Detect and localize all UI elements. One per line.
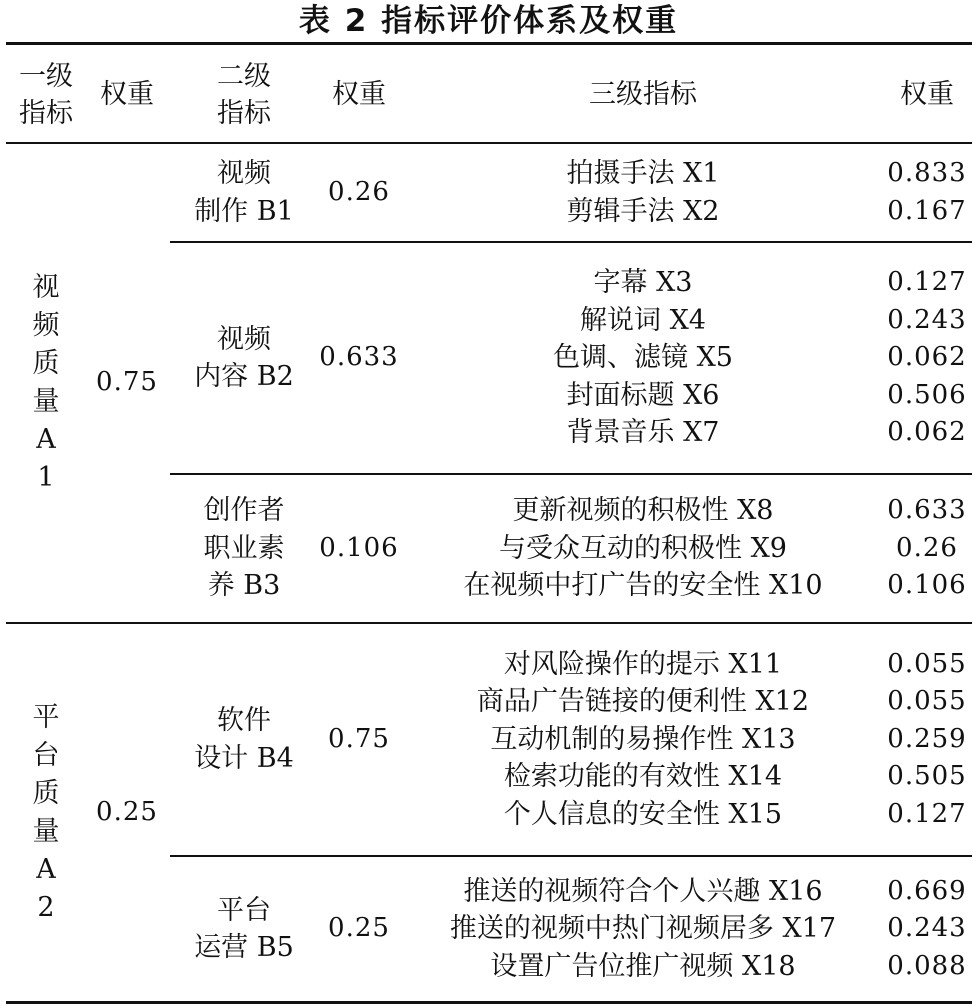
weight-list bbox=[887, 873, 966, 986]
weight-x4: 0.243 bbox=[887, 304, 967, 335]
header-weight2 bbox=[308, 52, 410, 138]
indicator-list bbox=[567, 155, 720, 230]
indicator-x6: 封面标题 X6 bbox=[566, 379, 720, 411]
weight-x9: 0.26 bbox=[896, 532, 958, 563]
indicator-x12: 商品广告链接的便利性 X12 bbox=[476, 686, 810, 718]
sub-b3-line: 养 B3 bbox=[207, 570, 281, 602]
weight-x3: 0.127 bbox=[887, 267, 967, 298]
header-level1-line1: 一级 bbox=[19, 60, 73, 92]
group-a1-char: 频 bbox=[32, 310, 60, 341]
header-level3 bbox=[410, 52, 876, 138]
sub-b1-name bbox=[180, 144, 308, 241]
indicator-x18: 设置广告位推广视频 X18 bbox=[490, 950, 796, 982]
indicator-x7: 背景音乐 X7 bbox=[566, 417, 720, 449]
indicator-x2: 剪辑手法 X2 bbox=[566, 195, 720, 227]
sub-b1-indicators bbox=[410, 144, 876, 241]
header-level2 bbox=[180, 52, 308, 138]
indicator-x3: 字幕 X3 bbox=[593, 267, 693, 299]
header-level3-label: 三级指标 bbox=[589, 79, 697, 111]
group-a2-name bbox=[8, 624, 84, 1001]
sub-b5-weight-value: 0.25 bbox=[328, 913, 390, 944]
sub-b3-name bbox=[180, 475, 308, 622]
header-weight1 bbox=[84, 52, 170, 138]
sub-b1-weight-value: 0.26 bbox=[328, 176, 390, 207]
sub-b3-weight-value: 0.106 bbox=[319, 532, 399, 563]
sub-b1-line: 视频 bbox=[217, 158, 271, 189]
sub-b3-weight bbox=[308, 475, 410, 622]
weight-x18: 0.088 bbox=[887, 950, 967, 981]
indicator-x17: 推送的视频中热门视频居多 X17 bbox=[449, 913, 837, 945]
sub-b4-line: 软件 bbox=[217, 705, 271, 736]
indicator-x13: 互动机制的易操作性 X13 bbox=[490, 723, 796, 755]
sub-b4-weight-value: 0.75 bbox=[328, 723, 390, 754]
weight-x15: 0.127 bbox=[887, 798, 967, 829]
sub-b3-line: 创作者 bbox=[203, 495, 285, 527]
group-a2-weight-value: 0.25 bbox=[96, 796, 158, 827]
header-weight1-label: 权重 bbox=[100, 79, 154, 111]
sub-b2-name bbox=[180, 243, 308, 473]
sub-b1-line: 制作 B1 bbox=[194, 195, 294, 227]
bottom-rule bbox=[6, 1001, 972, 1004]
weight-list bbox=[887, 155, 966, 230]
sub-b5-line: 运营 B5 bbox=[194, 932, 294, 963]
header-level1 bbox=[8, 52, 84, 138]
group-a1-char: 质 bbox=[32, 348, 60, 379]
group-a1-char: 视 bbox=[32, 272, 60, 303]
sub-b5-weights bbox=[880, 857, 974, 1001]
group-a1-char: 1 bbox=[37, 462, 55, 493]
group-a1-name bbox=[8, 144, 84, 622]
sub-b2-line: 视频 bbox=[217, 323, 271, 355]
group-a1-weight-value: 0.75 bbox=[96, 367, 158, 398]
weight-list bbox=[887, 492, 966, 605]
sub-b5-weight bbox=[308, 857, 410, 1001]
sub-b2-weights bbox=[880, 243, 974, 473]
group-a2-weight bbox=[84, 624, 170, 1001]
group-a2-char: 质 bbox=[32, 777, 60, 809]
weight-x13: 0.259 bbox=[887, 723, 967, 754]
indicator-x8: 更新视频的积极性 X8 bbox=[512, 495, 774, 527]
sub-b3-indicators bbox=[410, 475, 876, 622]
header-level2-line2: 指标 bbox=[217, 98, 271, 129]
sub-b4-weights bbox=[880, 624, 974, 855]
indicator-x4: 解说词 X4 bbox=[580, 304, 706, 336]
group-a2-char: 2 bbox=[37, 891, 55, 923]
weight-x6: 0.506 bbox=[887, 379, 967, 410]
weight-x10: 0.106 bbox=[887, 570, 967, 601]
header-weight3-label: 权重 bbox=[900, 79, 954, 111]
sub-b3-line: 职业素 bbox=[203, 532, 285, 564]
header-weight2-label: 权重 bbox=[332, 79, 386, 111]
sub-b2-weight-value: 0.633 bbox=[319, 342, 399, 373]
group-a2-char: 量 bbox=[32, 815, 60, 847]
top-rule bbox=[6, 42, 972, 45]
table-title: 表 2 指标评价体系及权重 bbox=[298, 3, 679, 39]
sub-b4-line: 设计 B4 bbox=[194, 742, 294, 774]
indicator-x10: 在视频中打广告的安全性 X10 bbox=[463, 570, 823, 602]
indicator-x5: 色调、滤镜 X5 bbox=[553, 342, 733, 374]
indicator-x9: 与受众互动的积极性 X9 bbox=[499, 532, 787, 564]
sub-b3-weights bbox=[880, 475, 974, 622]
indicator-x14: 检索功能的有效性 X14 bbox=[503, 761, 783, 793]
sub-b5-line: 平台 bbox=[217, 894, 271, 926]
weight-x14: 0.505 bbox=[887, 761, 967, 792]
group-a1-weight bbox=[84, 144, 170, 622]
header-level2-line1: 二级 bbox=[217, 60, 271, 92]
indicator-list bbox=[450, 873, 836, 986]
sub-b2-indicators bbox=[410, 243, 876, 473]
weight-x17: 0.243 bbox=[887, 913, 967, 944]
indicator-list bbox=[553, 264, 733, 452]
sub-b4-indicators bbox=[410, 624, 876, 855]
group-a2-char: A bbox=[36, 853, 56, 885]
weight-x16: 0.669 bbox=[887, 875, 967, 906]
group-a2-char: 平 bbox=[32, 701, 60, 733]
weight-list bbox=[887, 646, 966, 834]
sub-b5-name bbox=[180, 857, 308, 1001]
header-level1-line2: 指标 bbox=[19, 98, 73, 129]
indicator-x1: 拍摄手法 X1 bbox=[566, 158, 720, 189]
indicator-x15: 个人信息的安全性 X15 bbox=[503, 798, 783, 830]
indicator-x11: 对风险操作的提示 X11 bbox=[503, 648, 783, 680]
weight-x1: 0.833 bbox=[887, 158, 967, 188]
weight-x2: 0.167 bbox=[887, 195, 967, 226]
group-a1-char: 量 bbox=[32, 386, 60, 417]
sub-b4-name bbox=[180, 624, 308, 855]
indicator-list bbox=[463, 492, 822, 605]
sub-b2-line: 内容 B2 bbox=[194, 361, 294, 392]
group-a1-char: A bbox=[36, 424, 56, 455]
weight-x8: 0.633 bbox=[887, 495, 967, 526]
sub-b4-weight bbox=[308, 624, 410, 855]
sub-b5-indicators bbox=[410, 857, 876, 1001]
sub-b2-weight bbox=[308, 243, 410, 473]
sub-b1-weight bbox=[308, 144, 410, 241]
weight-x11: 0.055 bbox=[887, 648, 967, 679]
weight-x5: 0.062 bbox=[887, 342, 967, 373]
indicator-x16: 推送的视频符合个人兴趣 X16 bbox=[463, 875, 823, 907]
weight-x12: 0.055 bbox=[887, 686, 967, 717]
sub-b1-weights bbox=[880, 144, 974, 241]
header-weight3 bbox=[880, 52, 974, 138]
group-a2-char: 台 bbox=[32, 739, 60, 771]
indicator-list bbox=[477, 646, 809, 834]
weight-list bbox=[887, 264, 966, 452]
weight-x7: 0.062 bbox=[887, 417, 967, 448]
